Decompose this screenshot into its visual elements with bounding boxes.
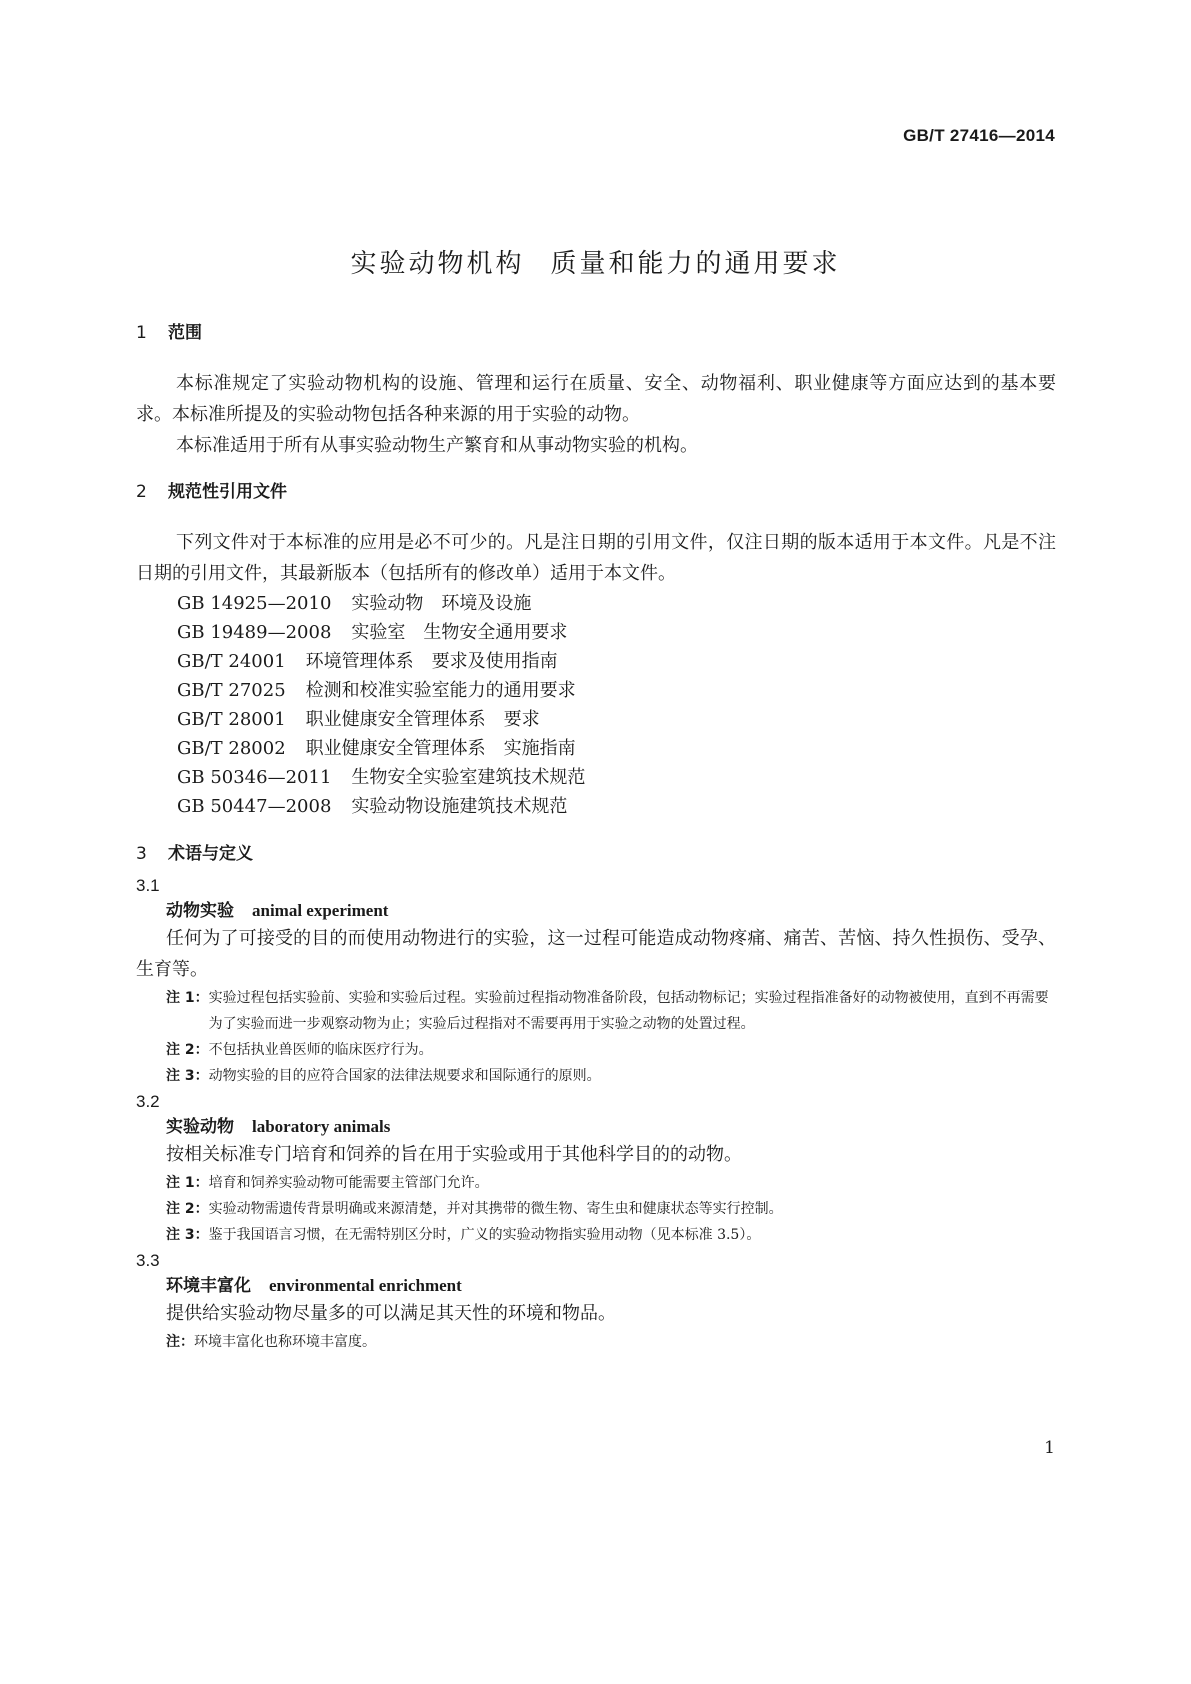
section-number: 2	[136, 482, 147, 502]
reference-title: 职业健康安全管理体系 要求	[305, 709, 540, 730]
standard-code: GB/T 27416—2014	[903, 126, 1055, 145]
section-3-heading	[136, 841, 1056, 867]
reference-title: 生物安全实验室建筑技术规范	[351, 767, 586, 788]
reference-title: 实验动物设施建筑技术规范	[351, 796, 568, 817]
reference-item	[177, 734, 1056, 763]
section-title: 规范性引用文件	[168, 482, 287, 502]
note-text: 环境丰富化也称环境丰富度。	[194, 1334, 376, 1350]
reference-title: 检测和校准实验室能力的通用要求	[305, 680, 576, 701]
term-note	[166, 985, 1056, 1037]
note-text: 鉴于我国语言习惯，在无需特别区分时，广义的实验动物指实验用动物（见本标准 3.5）。	[208, 1227, 761, 1243]
note-text: 动物实验的目的应符合国家的法律法规要求和国际通行的原则。	[208, 1068, 601, 1084]
title-part-2: 质量和能力的通用要求	[550, 249, 841, 280]
reference-item	[177, 763, 1056, 792]
term-definition: 任何为了可接受的目的而使用动物进行的实验，这一过程可能造成动物疼痛、痛苦、苦恼、持久性损伤、受孕、生育等。	[136, 928, 1056, 980]
note-label: 注：	[166, 1334, 194, 1350]
note-label: 注 3：	[166, 1068, 209, 1084]
page-number: 1	[1044, 1438, 1055, 1458]
section-1-heading	[136, 320, 1056, 346]
reference-title: 环境管理体系 要求及使用指南	[305, 651, 558, 672]
term-note	[166, 1196, 1056, 1222]
term-name-zh: 动物实验	[166, 901, 234, 921]
term-note	[166, 1329, 1056, 1355]
reference-title: 职业健康安全管理体系 实施指南	[305, 738, 576, 759]
term-name-en: animal experiment	[252, 901, 389, 920]
reference-code: GB/T 24001	[177, 651, 286, 672]
term-entry	[136, 873, 1056, 1089]
term-definition: 提供给实验动物尽量多的可以满足其天性的环境和物品。	[166, 1303, 616, 1324]
note-text: 实验动物需遗传背景明确或来源清楚，并对其携带的微生物、寄生虫和健康状态等实行控制。	[208, 1201, 783, 1217]
reference-code: GB/T 28002	[177, 738, 286, 759]
term-note	[166, 1222, 1056, 1248]
reference-item	[177, 705, 1056, 734]
document-title	[0, 243, 1191, 280]
reference-code: GB/T 28001	[177, 709, 286, 730]
term-name-en: laboratory animals	[252, 1117, 391, 1136]
reference-item	[177, 618, 1056, 647]
note-label: 注 3：	[166, 1227, 209, 1243]
reference-title: 实验动物 环境及设施	[351, 593, 532, 614]
reference-item	[177, 676, 1056, 705]
term-name	[166, 1274, 1056, 1298]
reference-code: GB/T 27025	[177, 680, 286, 701]
section-number: 3	[136, 844, 147, 864]
term-number: 3.3	[136, 1251, 160, 1270]
section-title: 术语与定义	[168, 844, 253, 864]
term-entry	[136, 1248, 1056, 1355]
term-note	[166, 1170, 1056, 1196]
reference-item	[177, 792, 1056, 821]
reference-title: 实验室 生物安全通用要求	[351, 622, 568, 643]
note-text: 不包括执业兽医师的临床医疗行为。	[208, 1042, 433, 1058]
section-title: 范围	[168, 323, 202, 343]
term-definition: 按相关标准专门培育和饲养的旨在用于实验或用于其他科学目的的动物。	[166, 1144, 742, 1165]
paragraph: 本标准适用于所有从事实验动物生产繁育和从事动物实验的机构。	[176, 435, 698, 456]
paragraph: 下列文件对于本标准的应用是必不可少的。凡是注日期的引用文件，仅注日期的版本适用于本文件。凡是不注日期的引用文件，其最新版本（包括所有的修改单）适用于本文件。	[136, 532, 1056, 584]
term-entry	[136, 1089, 1056, 1248]
reference-code: GB 50447—2008	[177, 796, 332, 817]
note-label: 注 1：	[166, 990, 209, 1006]
reference-code: GB 14925—2010	[177, 593, 332, 614]
reference-item	[177, 647, 1056, 676]
normative-references-list	[136, 589, 1056, 821]
reference-item	[177, 589, 1056, 618]
note-label: 注 1：	[166, 1175, 209, 1191]
title-part-1: 实验动物机构	[350, 249, 525, 280]
reference-code: GB 50346—2011	[177, 767, 332, 788]
document-body	[136, 320, 1056, 1355]
term-note	[166, 1063, 1056, 1089]
term-name-en: environmental enrichment	[269, 1276, 462, 1295]
section-2-heading	[136, 479, 1056, 505]
term-name-zh: 实验动物	[166, 1117, 234, 1137]
term-name-zh: 环境丰富化	[166, 1276, 251, 1296]
note-text: 培育和饲养实验动物可能需要主管部门允许。	[208, 1175, 489, 1191]
term-note	[166, 1037, 1056, 1063]
paragraph: 本标准规定了实验动物机构的设施、管理和运行在质量、安全、动物福利、职业健康等方面应达到的基本要求。本标准所提及的实验动物包括各种来源的用于实验的动物。	[136, 373, 1056, 425]
reference-code: GB 19489—2008	[177, 622, 332, 643]
term-name	[166, 899, 1056, 923]
note-text: 实验过程包括实验前、实验和实验后过程。实验前过程指动物准备阶段，包括动物标记；实验过程指准备好的动物被使用，直到不再需要为了实验而进一步观察动物为止；实验后过程指对不需要再用于实验之动物的处置过程。	[208, 990, 1049, 1032]
note-label: 注 2：	[166, 1042, 209, 1058]
note-label: 注 2：	[166, 1201, 209, 1217]
term-name	[166, 1115, 1056, 1139]
term-number: 3.1	[136, 876, 160, 895]
term-number: 3.2	[136, 1092, 160, 1111]
section-number: 1	[136, 323, 147, 343]
